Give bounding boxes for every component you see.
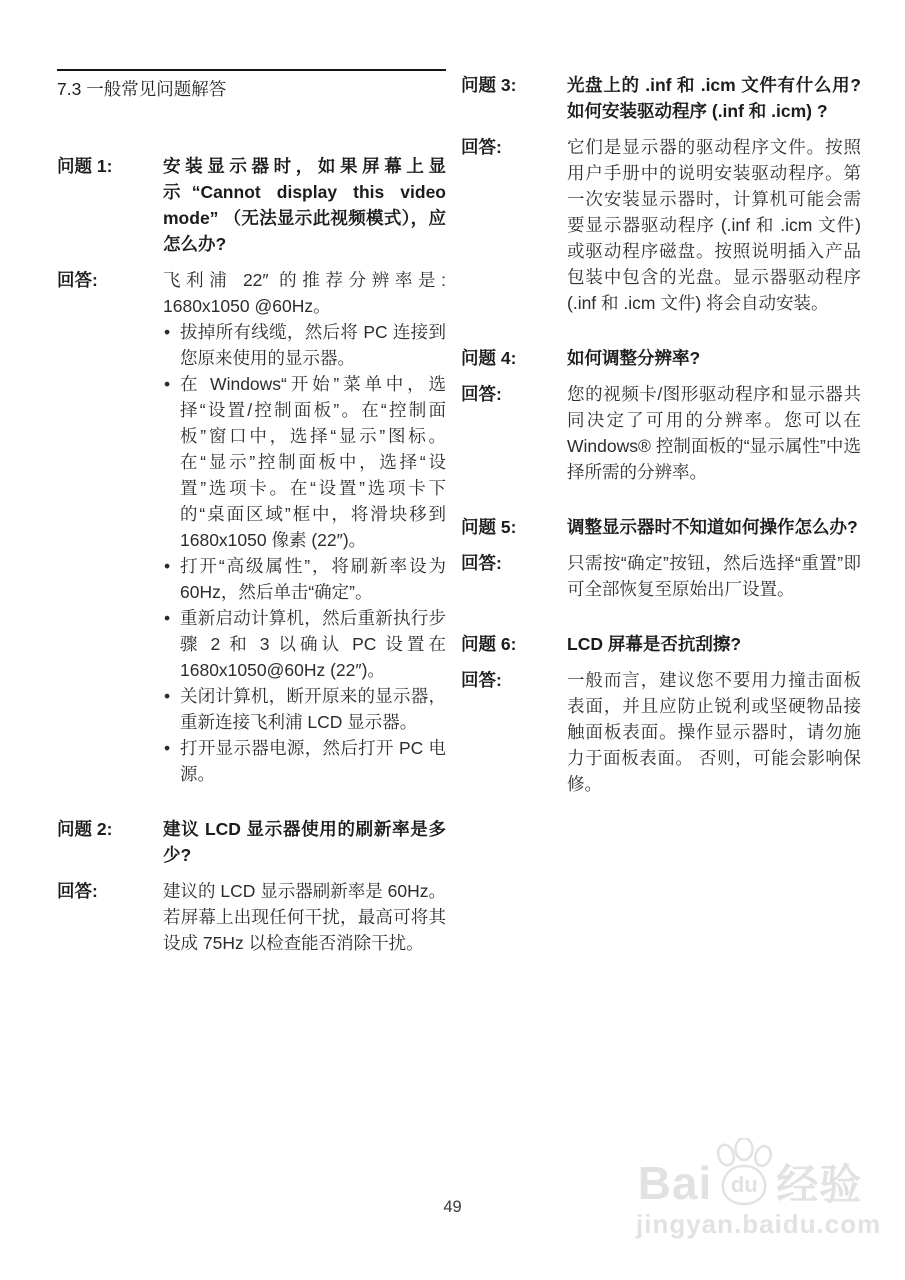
- answer-paragraph: 一般而言，建议您不要用力撞击面板表面，并且应防止锐利或坚硬物品接触面板表面。操作显示器时，请勿施力于面板表面。 否则，可能会影响保修。: [567, 670, 861, 794]
- answer-body: [567, 667, 861, 797]
- question-row: [57, 153, 446, 257]
- answer-label: 回答:: [461, 670, 502, 690]
- bullet-item: • 打开“高级属性”，将刷新率设为 60Hz，然后单击“确定”。: [163, 553, 446, 605]
- answer-body: [567, 134, 861, 316]
- answer-body: [567, 550, 861, 602]
- answer-paragraph: 它们是显示器的驱动程序文件。按照用户手册中的说明安装驱动程序。第一次安装显示器时，计算机可能会需要显示器驱动程序 (.inf 和 .icm 文件) 或驱动程序磁盘。按照说明插入产品包装中包含的光盘。显示器驱动程序 (.inf 和 .icm 文件) 将会自动安装。: [567, 137, 861, 313]
- section-heading: 7.3 一般常见问题解答: [57, 69, 446, 101]
- question-row: [461, 345, 861, 371]
- bullet-item: • 重新启动计算机，然后重新执行步骤 2 和 3 以确认 PC 设置在 1680x1050@60Hz (22″)。: [163, 605, 446, 683]
- answer-label: 回答:: [57, 881, 98, 901]
- answer-paragraph: 建议的 LCD 显示器刷新率是 60Hz。若屏幕上出现任何干扰，最高可将其设成 75Hz 以检查能否消除干扰。: [163, 881, 446, 953]
- question-label: 问题 3:: [461, 75, 517, 95]
- watermark-brand-bai: Bai: [637, 1157, 713, 1210]
- answer-label: 回答:: [461, 384, 502, 404]
- bullet-item: • 打开显示器电源，然后打开 PC 电源。: [163, 735, 446, 787]
- answer-body: [163, 267, 446, 787]
- answer-row: [57, 267, 446, 787]
- answer-label: 回答:: [461, 137, 502, 157]
- page-number: 49: [443, 1198, 462, 1216]
- answer-bullet-list: [163, 319, 446, 787]
- left-column: [57, 69, 446, 985]
- faq-item: [57, 816, 446, 956]
- answer-row: [461, 550, 861, 602]
- question-row: [461, 514, 861, 540]
- question-label: 问题 2:: [57, 819, 113, 839]
- baidu-paw-icon: [713, 1138, 775, 1206]
- faq-item: [461, 514, 861, 602]
- answer-label: 回答:: [57, 270, 98, 290]
- watermark-url: jingyan.baidu.com: [636, 1209, 882, 1239]
- question-label: 问题 1:: [57, 156, 113, 176]
- answer-paragraph: 只需按“确定”按钮，然后选择“重置”即可全部恢复至原始出厂设置。: [567, 553, 861, 599]
- watermark-brand-row: [636, 1136, 864, 1210]
- question-text: 安装显示器时，如果屏幕上显示“Cannot display this video mode” （无法显示此视频模式），应怎么办?: [163, 156, 446, 254]
- answer-row: [461, 134, 861, 316]
- question-text: LCD 屏幕是否抗刮擦?: [567, 634, 742, 654]
- right-column-qa-list: [461, 72, 861, 797]
- faq-item: [461, 631, 861, 797]
- faq-item: [461, 72, 861, 316]
- watermark-brand-suffix: 经验: [776, 1161, 863, 1208]
- answer-body: [567, 381, 861, 485]
- question-text: 建议 LCD 显示器使用的刷新率是多少?: [163, 819, 446, 865]
- bullet-item: • 关闭计算机，断开原来的显示器，重新连接飞利浦 LCD 显示器。: [163, 683, 446, 735]
- question-row: [461, 72, 861, 124]
- baidu-jingyan-watermark: [636, 1136, 882, 1240]
- question-text: 如何调整分辨率?: [567, 348, 701, 368]
- answer-row: [461, 381, 861, 485]
- left-column-qa-list: [57, 153, 446, 956]
- faq-item: [57, 153, 446, 787]
- question-row: [461, 631, 861, 657]
- question-label: 问题 4:: [461, 348, 517, 368]
- watermark-brand-du: du: [730, 1172, 758, 1197]
- answer-row: [57, 878, 446, 956]
- answer-paragraph: 飞利浦 22″ 的推荐分辨率是: 1680x1050 @60Hz。: [163, 270, 446, 316]
- question-label: 问题 5:: [461, 517, 517, 537]
- question-text: 调整显示器时不知道如何操作怎么办?: [567, 517, 858, 537]
- right-column: [461, 72, 861, 826]
- answer-body: [163, 878, 446, 956]
- faq-item: [461, 345, 861, 485]
- question-label: 问题 6:: [461, 634, 517, 654]
- bullet-item: • 在 Windows“开始”菜单中，选择“设置/控制面板”。在“控制面板”窗口中，选择“显示”图标。在“显示”控制面板中，选择“设置”选项卡。在“设置”选项卡下的“桌面区域”框中，将滑块移到 1680x1050 像素 (22″)。: [163, 371, 446, 553]
- answer-paragraph: 您的视频卡/图形驱动程序和显示器共同决定了可用的分辨率。您可以在 Windows® 控制面板的“显示属性”中选择所需的分辨率。: [567, 384, 861, 482]
- answer-row: [461, 667, 861, 797]
- answer-label: 回答:: [461, 553, 502, 573]
- bullet-item: • 拔掉所有线缆，然后将 PC 连接到您原来使用的显示器。: [163, 319, 446, 371]
- question-row: [57, 816, 446, 868]
- question-text: 光盘上的 .inf 和 .icm 文件有什么用? 如何安装驱动程序 (.inf 和 .icm) ?: [567, 75, 861, 121]
